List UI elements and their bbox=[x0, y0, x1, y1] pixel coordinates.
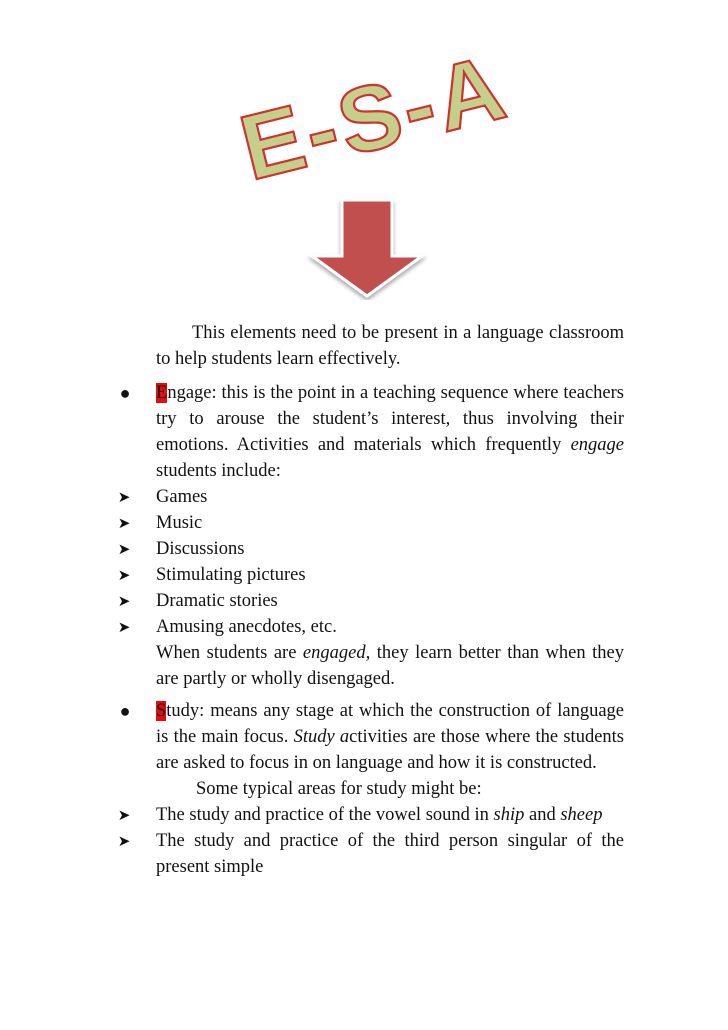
arrowhead-bullet-icon: ➤ bbox=[117, 488, 131, 506]
closing-italic: engaged, bbox=[302, 643, 371, 663]
list-item-italic: sheep bbox=[560, 805, 603, 825]
arrowhead-bullet-icon: ➤ bbox=[117, 592, 131, 610]
study-italic: Study a bbox=[293, 727, 350, 747]
list-item-text: Discussions bbox=[156, 539, 245, 559]
arrowhead-bullet-icon: ➤ bbox=[117, 618, 131, 636]
title-text: E-S-A bbox=[230, 35, 518, 200]
list-item-text: and bbox=[524, 805, 561, 825]
down-arrow-icon bbox=[306, 194, 428, 300]
closing-text: When students are bbox=[156, 643, 303, 663]
study-areas-intro: Some typical areas for study might be: bbox=[196, 779, 482, 799]
list-item-italic: ship bbox=[493, 805, 525, 825]
list-item-text: Games bbox=[156, 487, 208, 507]
study-text: tudy: means any stage at which the construction of language is the main focus. bbox=[156, 701, 624, 747]
list-item bbox=[117, 510, 624, 536]
list-item bbox=[117, 802, 624, 828]
engage-italic: engage bbox=[570, 435, 624, 455]
engage-text: ngage: this is the point in a teaching sequence where teachers try to arouse the student’s interest, thus involving their emotions. Activities and materials which frequently bbox=[156, 383, 624, 455]
intro-paragraph: This elements need to be present in a language classroom to help students learn effectively. bbox=[156, 323, 624, 369]
list-item bbox=[117, 484, 624, 510]
list-item-text: Music bbox=[156, 513, 203, 533]
engage-activity-list bbox=[117, 484, 624, 640]
bullet-icon: ● bbox=[119, 701, 131, 721]
list-item bbox=[117, 588, 624, 614]
engage-paragraph bbox=[119, 380, 624, 484]
arrowhead-bullet-icon: ➤ bbox=[117, 514, 131, 532]
list-item-text: Dramatic stories bbox=[156, 591, 278, 611]
list-item bbox=[117, 828, 624, 880]
bullet-icon: ● bbox=[119, 383, 131, 403]
list-item bbox=[117, 562, 624, 588]
title-wordart bbox=[200, 35, 560, 200]
study-initial: S bbox=[156, 701, 167, 721]
list-item-text: Stimulating pictures bbox=[156, 565, 306, 585]
list-item-text: The study and practice of the vowel sound in bbox=[156, 805, 494, 825]
list-item-text: The study and practice of the third person singular of the present simple bbox=[156, 831, 624, 877]
arrowhead-bullet-icon: ➤ bbox=[117, 566, 131, 584]
study-text-end: ctivities are those where the students are asked to focus in on language and how it is constructed. bbox=[156, 727, 624, 773]
engage-closing-paragraph bbox=[140, 640, 624, 692]
closing-text-end: they learn better than when they are partly or wholly disengaged. bbox=[156, 643, 624, 689]
engage-text-end: students include: bbox=[156, 461, 281, 481]
arrowhead-bullet-icon: ➤ bbox=[117, 832, 131, 850]
study-paragraph bbox=[119, 698, 624, 776]
document-body bbox=[117, 320, 624, 880]
list-item bbox=[117, 536, 624, 562]
engage-initial: E bbox=[156, 383, 168, 403]
arrowhead-bullet-icon: ➤ bbox=[117, 806, 131, 824]
arrowhead-bullet-icon: ➤ bbox=[117, 540, 131, 558]
list-item bbox=[117, 614, 624, 640]
list-item-text: Amusing anecdotes, etc. bbox=[156, 617, 337, 637]
